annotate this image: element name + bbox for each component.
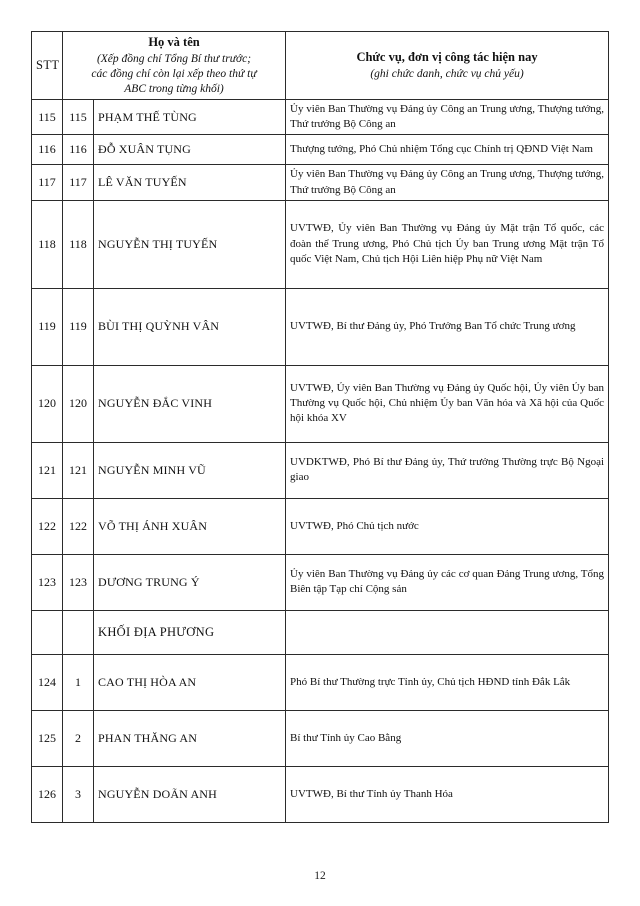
cell-position: UVTWĐ, Ủy viên Ban Thường vụ Đảng ủy Mặt trận Tổ quốc, các đoàn thể Trung ương, Phó Chủ tịch Ủy ban Trung ương Mặt trận Tổ quốc Việt Nam, Chủ tịch Hội Liên hiệp Phụ nữ Việt Nam <box>286 200 609 288</box>
cell-position: UVTWĐ, Phó Chủ tịch nước <box>286 498 609 554</box>
personnel-table <box>31 31 609 823</box>
column-header-position-title: Chức vụ, đơn vị công tác hiện nay <box>356 50 538 65</box>
table-header <box>32 32 609 100</box>
page-number: 12 <box>314 870 326 882</box>
cell-order: 122 <box>63 498 94 554</box>
cell-position: UVDKTWĐ, Phó Bí thư Đảng ủy, Thứ trưởng Thường trực Bộ Ngoại giao <box>286 442 609 498</box>
column-header-name-subtitle-line-2: các đồng chí còn lại xếp theo thứ tự <box>91 67 257 80</box>
table-row <box>32 288 609 365</box>
cell-position <box>286 610 609 654</box>
table-row <box>32 654 609 710</box>
cell-position: Ủy viên Ban Thường vụ Đảng ủy các cơ quan Đảng Trung ương, Tổng Biên tập Tạp chí Cộng sản <box>286 554 609 610</box>
cell-name: NGUYỄN THỊ TUYẾN <box>94 200 286 288</box>
cell-position: Bí thư Tỉnh ủy Cao Bằng <box>286 710 609 766</box>
cell-name: PHAN THĂNG AN <box>94 710 286 766</box>
cell-order: 3 <box>63 766 94 822</box>
cell-name: LÊ VĂN TUYẾN <box>94 165 286 200</box>
cell-order: 115 <box>63 100 94 135</box>
cell-position: UVTWĐ, Ủy viên Ban Thường vụ Đảng ủy Quốc hội, Ủy viên Ủy ban Thường vụ Quốc hội, Chủ nhiệm Ủy ban Văn hóa và Xã hội của Quốc hội khóa XV <box>286 365 609 442</box>
table-row <box>32 165 609 200</box>
cell-name: VÕ THỊ ÁNH XUÂN <box>94 498 286 554</box>
cell-name: ĐỖ XUÂN TỤNG <box>94 135 286 165</box>
cell-order: 2 <box>63 710 94 766</box>
table-row <box>32 135 609 165</box>
cell-name: BÙI THỊ QUỲNH VÂN <box>94 288 286 365</box>
cell-stt: 120 <box>32 365 63 442</box>
column-header-position <box>286 32 609 100</box>
table-row <box>32 200 609 288</box>
table-row <box>32 766 609 822</box>
column-header-name-subtitle <box>67 52 281 98</box>
cell-stt: 118 <box>32 200 63 288</box>
cell-order: 118 <box>63 200 94 288</box>
cell-position: UVTWĐ, Bí thư Tỉnh ủy Thanh Hóa <box>286 766 609 822</box>
table-row <box>32 498 609 554</box>
cell-stt: 122 <box>32 498 63 554</box>
cell-position: Thượng tướng, Phó Chủ nhiệm Tổng cục Chính trị QĐND Việt Nam <box>286 135 609 165</box>
table-row <box>32 100 609 135</box>
column-header-name-subtitle-line-1: (Xếp đồng chí Tổng Bí thư trước; <box>96 52 252 65</box>
cell-position: UVTWĐ, Bí thư Đảng ủy, Phó Trưởng Ban Tổ chức Trung ương <box>286 288 609 365</box>
cell-name: NGUYỄN ĐẮC VINH <box>94 365 286 442</box>
cell-order: 121 <box>63 442 94 498</box>
column-header-name-title: Họ và tên <box>148 35 200 49</box>
table-row <box>32 710 609 766</box>
column-header-stt: STT <box>32 32 63 100</box>
cell-stt: 115 <box>32 100 63 135</box>
column-header-name <box>63 32 286 100</box>
cell-order: 1 <box>63 654 94 710</box>
table-header-row <box>32 32 609 100</box>
cell-order: 123 <box>63 554 94 610</box>
section-heading: KHỐI ĐỊA PHƯƠNG <box>94 610 286 654</box>
cell-stt: 123 <box>32 554 63 610</box>
cell-stt: 116 <box>32 135 63 165</box>
cell-name: CAO THỊ HÒA AN <box>94 654 286 710</box>
cell-position: Phó Bí thư Thường trực Tỉnh ủy, Chủ tịch HĐND tỉnh Đắk Lắk <box>286 654 609 710</box>
table-row <box>32 365 609 442</box>
table-section-row <box>32 610 609 654</box>
cell-name: DƯƠNG TRUNG Ý <box>94 554 286 610</box>
cell-name: PHẠM THẾ TÙNG <box>94 100 286 135</box>
cell-stt <box>32 610 63 654</box>
table-row <box>32 554 609 610</box>
cell-stt: 124 <box>32 654 63 710</box>
table-body <box>32 100 609 823</box>
column-header-position-subtitle: (ghi chức danh, chức vụ chủ yếu) <box>370 67 524 80</box>
cell-order: 119 <box>63 288 94 365</box>
table-row <box>32 442 609 498</box>
cell-stt: 126 <box>32 766 63 822</box>
cell-position: Ủy viên Ban Thường vụ Đảng ủy Công an Trung ương, Thượng tướng, Thứ trưởng Bộ Công an <box>286 165 609 200</box>
cell-stt: 119 <box>32 288 63 365</box>
cell-name: NGUYỄN DOÃN ANH <box>94 766 286 822</box>
cell-position: Ủy viên Ban Thường vụ Đảng ủy Công an Trung ương, Thượng tướng, Thứ trưởng Bộ Công an <box>286 100 609 135</box>
cell-order <box>63 610 94 654</box>
cell-stt: 125 <box>32 710 63 766</box>
cell-order: 120 <box>63 365 94 442</box>
cell-name: NGUYỄN MINH VŨ <box>94 442 286 498</box>
cell-stt: 117 <box>32 165 63 200</box>
cell-order: 116 <box>63 135 94 165</box>
cell-stt: 121 <box>32 442 63 498</box>
column-header-name-subtitle-line-3: ABC trong từng khối) <box>124 82 224 95</box>
cell-order: 117 <box>63 165 94 200</box>
